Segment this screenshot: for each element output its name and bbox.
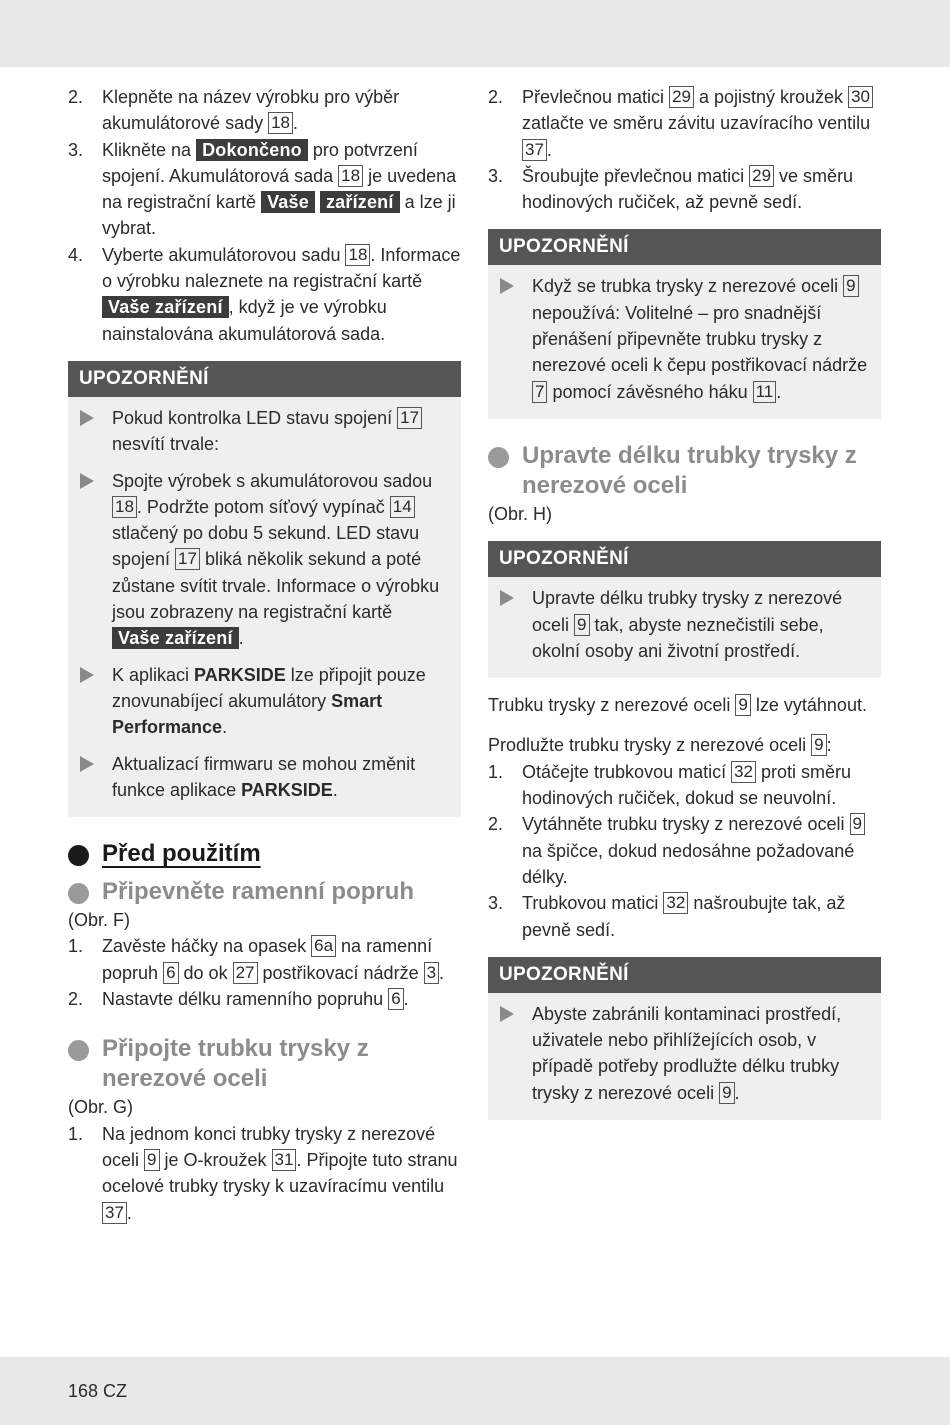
ref-box: 9 — [144, 1149, 159, 1171]
text-span: Šroubujte převlečnou matici — [522, 165, 750, 186]
list-item — [68, 1121, 461, 1226]
text-span: K aplikaci — [112, 664, 195, 685]
paragraph — [488, 732, 881, 758]
ref-box: 6 — [163, 962, 178, 984]
text-span: Vyberte akumulátorovou sadu — [102, 244, 346, 265]
bullet-icon — [488, 447, 509, 468]
text-span: PARKSIDE — [194, 664, 286, 685]
text-span: pro potvrzení spojení. Akumulátorová sada — [102, 139, 418, 186]
text-span: Trubku trysky z nerezové oceli — [488, 695, 736, 716]
arrow-icon — [80, 473, 94, 489]
figure-reference: (Obr. H) — [488, 503, 553, 524]
figure-reference: (Obr. G) — [68, 1097, 134, 1118]
notice-heading: UPOZORNĚNÍ — [488, 957, 881, 993]
right-column — [488, 84, 881, 1134]
arrow-icon — [80, 410, 94, 426]
text-span: 1. — [68, 936, 84, 957]
ui-label-tag: Dokončeno — [196, 139, 308, 161]
notice-heading: UPOZORNĚNÍ — [68, 361, 461, 397]
ref-box: 32 — [731, 761, 756, 783]
arrow-icon — [80, 756, 94, 772]
text-span: 2. — [68, 989, 84, 1010]
text-span: našroubujte tak, až pevně sedí. — [522, 893, 846, 940]
text-span: 3. — [488, 165, 504, 186]
text-span: . Podržte potom síťový vypínač — [136, 496, 390, 517]
text-span: , když je ve výrobku nainstalována akumulátorová sada. — [102, 297, 387, 344]
text-span: stlačený po dobu 5 sekund. LED stavu spojení — [112, 523, 420, 570]
ref-box: 14 — [390, 496, 415, 518]
ref-box: 9 — [719, 1082, 734, 1104]
ref-box: 18 — [345, 244, 370, 266]
ui-label-tag: Vaše zařízení — [102, 296, 229, 318]
ref-box: 3 — [424, 962, 439, 984]
footer-bar — [0, 1357, 950, 1425]
header-bar — [0, 0, 950, 67]
text-span: ve směru hodinových ručiček, až pevně sedí. — [522, 165, 854, 213]
text-span: postřikovací nádrže — [257, 962, 424, 983]
text-span: bliká několik sekund a poté zůstane svítit trvale. Informace o výrobku jsou zobrazeny na registrační kartě — [112, 549, 440, 623]
notice-item — [500, 585, 869, 664]
text-span: proti směru hodinových ručiček, dokud se neuvolní. — [522, 761, 852, 809]
text-span: Klepněte na název výrobku pro výběr akumulátorové sady — [102, 87, 400, 134]
text-span: Otáčejte trubkovou maticí — [522, 761, 732, 782]
text-span: a lze ji vybrat. — [102, 192, 456, 239]
text-span: Připojte trubku trysky z nerezové oceli — [102, 1035, 369, 1093]
steps-list — [68, 933, 461, 1012]
text-span: Připevněte ramenní popruh — [102, 878, 415, 906]
text-span: zatlačte ve směru závitu uzavíracího ventilu — [522, 113, 871, 134]
text-span: Abyste zabránili kontaminaci prostředí, uživatele nebo přihlížejících osob, v případě potřeby prodlužte délku trubky trysky z nerezové oceli — [532, 1003, 842, 1103]
ui-label-tag: zařízení — [320, 191, 400, 213]
text-span: 4. — [68, 244, 84, 265]
ref-box: 9 — [811, 734, 826, 756]
text-span: . — [222, 717, 228, 738]
text-span: 3. — [68, 139, 84, 160]
text-span: Aktualizací firmwaru se mohou změnit funkce aplikace — [112, 753, 416, 800]
text-span: lze připojit pouze znovunabíjecí akumulátory — [112, 664, 426, 711]
text-span: Na jednom konci trubky trysky z nerezové oceli — [102, 1123, 436, 1170]
text-span: na špičce, dokud nedosáhne požadované délky. — [522, 840, 855, 887]
arrow-icon — [500, 278, 514, 294]
ref-box: 37 — [102, 1202, 127, 1224]
text-span: . Informace o výrobku naleznete na registrační kartě — [102, 244, 461, 292]
ref-box: 9 — [843, 275, 858, 297]
ref-box: 27 — [233, 962, 258, 984]
ref-box: 29 — [669, 86, 694, 108]
text-span: . — [776, 381, 782, 402]
text-span: Nastavte délku ramenního popruhu — [102, 989, 389, 1010]
steps-list — [68, 1121, 461, 1226]
notice-item — [80, 751, 449, 804]
text-span: Spojte výrobek s akumulátorovou sadou — [112, 470, 433, 491]
text-span: . — [293, 113, 299, 134]
text-span: PARKSIDE — [241, 779, 333, 800]
list-item — [68, 933, 461, 986]
list-item — [68, 137, 461, 242]
text-span: . Připojte tuto stranu ocelové trubky trysky k uzavíracímu ventilu — [102, 1149, 458, 1197]
text-span: 1. — [68, 1123, 84, 1144]
list-item — [68, 242, 461, 347]
ref-box: 17 — [397, 407, 422, 429]
text-span: Pokud kontrolka LED stavu spojení — [112, 407, 398, 428]
ref-box: 18 — [268, 112, 293, 134]
text-span: tak, abyste neznečistili sebe, okolní osoby ani životní prostředí. — [532, 614, 824, 661]
ui-label-tag: Vaše — [261, 191, 315, 213]
notice-heading: UPOZORNĚNÍ — [488, 229, 881, 265]
ref-box: 17 — [175, 548, 200, 570]
text-span: . — [332, 779, 338, 800]
bullet-icon — [68, 1040, 89, 1061]
ref-box: 9 — [735, 694, 750, 716]
notice-heading: UPOZORNĚNÍ — [488, 541, 881, 577]
text-span: na ramenní popruh — [102, 936, 433, 983]
notice-item — [80, 405, 449, 458]
text-span: Smart Performance — [112, 690, 383, 738]
ref-box: 6 — [388, 988, 403, 1010]
text-span: 2. — [488, 814, 504, 835]
text-span: Před použitím — [102, 840, 261, 868]
list-item — [68, 986, 461, 1012]
steps-list — [488, 759, 881, 943]
paragraph — [488, 692, 881, 718]
text-span: nesvítí trvale: — [112, 434, 220, 455]
page-number: 168 CZ — [68, 1381, 128, 1401]
notice-box — [488, 957, 881, 1120]
figure-reference: (Obr. F) — [68, 910, 130, 931]
text-span: : — [826, 735, 832, 756]
text-span: . — [126, 1202, 132, 1223]
text-span: lze vytáhnout. — [750, 695, 867, 716]
ref-box: 11 — [753, 381, 777, 403]
text-span: nepoužívá: Volitelné – pro snadnější přenášení připevněte trubku trysky z nerezové oceli k čepu postřikovací nádrže — [532, 302, 868, 376]
text-span: pomocí závěsného háku — [547, 381, 753, 402]
text-span: a pojistný kroužek — [693, 87, 849, 107]
text-span: 3. — [488, 893, 504, 914]
list-item — [488, 84, 881, 163]
text-span: Trubkovou matici — [522, 893, 664, 914]
text-span: Klikněte na — [102, 139, 197, 160]
arrow-icon — [500, 590, 514, 606]
notice-box — [488, 229, 881, 418]
ref-box: 32 — [663, 892, 688, 914]
ref-box: 9 — [850, 813, 865, 835]
left-column — [68, 84, 461, 1226]
steps-list — [488, 84, 881, 215]
subsection-heading — [68, 877, 461, 907]
text-span: Prodlužte trubku trysky z nerezové oceli — [488, 735, 812, 756]
ref-box: 37 — [522, 139, 547, 161]
text-span: . — [403, 989, 409, 1010]
ref-box: 7 — [532, 381, 547, 403]
bullet-icon — [68, 845, 89, 866]
text-span: Zavěste háčky na opasek — [102, 936, 312, 957]
text-span: Upravte délku trubky trysky z nerezové oceli — [532, 588, 843, 635]
text-span: . — [734, 1082, 740, 1103]
text-span: Když se trubka trysky z nerezové oceli — [532, 276, 844, 297]
text-span: Upravte délku trubky trysky z nerezové oceli — [522, 441, 857, 499]
ref-box: 6a — [311, 935, 336, 957]
text-span: 1. — [488, 761, 504, 782]
arrow-icon — [500, 1006, 514, 1022]
steps-list — [68, 84, 461, 347]
subsection-heading — [68, 1034, 461, 1094]
text-span: 2. — [488, 87, 504, 107]
notice-box — [68, 361, 461, 817]
ref-box: 30 — [848, 86, 873, 108]
list-item — [488, 163, 881, 216]
text-span: Převlečnou matici — [522, 87, 670, 107]
ui-label-tag: Vaše zařízení — [112, 627, 239, 649]
text-span: . — [238, 628, 244, 649]
notice-box — [488, 541, 881, 678]
notice-item — [500, 273, 869, 404]
text-span: do ok — [178, 962, 233, 983]
text-span: . — [546, 139, 552, 160]
text-span: Vytáhněte trubku trysky z nerezové oceli — [522, 814, 850, 835]
text-span: 2. — [68, 87, 84, 107]
section-heading — [68, 839, 461, 869]
ref-box: 9 — [574, 614, 589, 636]
text-span: je O-kroužek — [159, 1149, 272, 1170]
text-span: je uvedena na registrační kartě — [102, 165, 457, 213]
ref-box: 29 — [749, 165, 774, 187]
text-span: . — [439, 962, 445, 983]
list-item — [488, 759, 881, 812]
bullet-icon — [68, 883, 89, 904]
ref-box: 18 — [338, 165, 363, 187]
notice-item — [500, 1001, 869, 1106]
notice-item — [80, 662, 449, 741]
ref-box: 31 — [272, 1149, 297, 1171]
list-item — [488, 890, 881, 943]
ref-box: 18 — [112, 496, 137, 518]
list-item — [488, 811, 881, 890]
arrow-icon — [80, 667, 94, 683]
list-item — [68, 84, 461, 137]
notice-item — [80, 468, 449, 652]
subsection-heading — [488, 441, 881, 501]
